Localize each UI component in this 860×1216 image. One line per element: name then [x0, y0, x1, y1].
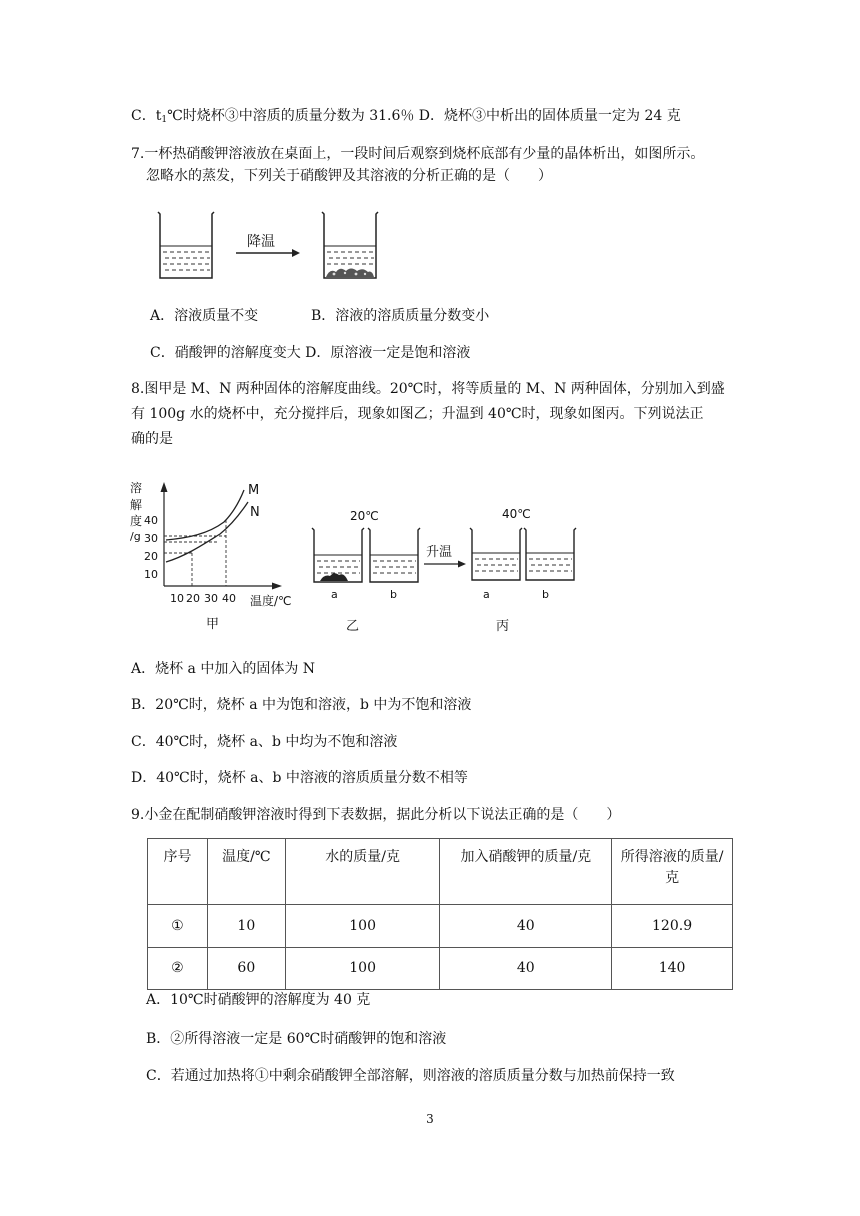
beaker-experiment-figure — [306, 500, 586, 638]
x-tick-30: 30 — [204, 592, 218, 605]
y-axis-label-4: /g — [130, 530, 141, 543]
cell-solution-mass: 140 — [612, 948, 733, 990]
yi-beaker-a — [312, 528, 364, 582]
yi-beaker-b — [368, 528, 420, 582]
x-tick-40: 40 — [222, 592, 236, 605]
y-axis-label-3: 度 — [130, 514, 143, 528]
cell-temperature: 10 — [207, 905, 285, 948]
curve-n-label: N — [250, 505, 260, 520]
bing-temperature-label: 40℃ — [502, 507, 531, 521]
yi-beaker-b-label: b — [390, 588, 397, 601]
q7-cooling-figure — [150, 204, 390, 290]
cell-temperature: 60 — [207, 948, 285, 990]
undissolved-solid — [320, 573, 348, 581]
table-header-row — [148, 839, 733, 905]
bing-beaker-a-label: a — [483, 588, 490, 601]
page-number: 3 — [426, 1112, 434, 1126]
beaker-with-crystals — [322, 212, 378, 278]
figure-bing-caption: 丙 — [496, 619, 510, 634]
q8-stem-line1: 8.图甲是 M、N 两种固体的溶解度曲线。20℃时，将等质量的 M、N 两种固体，分别加入到盛 — [131, 381, 725, 397]
cell-kno3-mass: 40 — [440, 905, 612, 948]
solubility-graph — [126, 478, 298, 638]
q8-option-c: C．40℃时，烧杯 a、b 中均为不饱和溶液 — [131, 734, 398, 750]
y-tick-10: 10 — [144, 568, 158, 581]
x-tick-20: 20 — [186, 592, 200, 605]
q8-option-d: D．40℃时，烧杯 a、b 中溶液的溶质质量分数不相等 — [131, 770, 468, 786]
q8-stem-line3: 确的是 — [131, 431, 173, 447]
y-axis-label-2: 解 — [130, 498, 143, 512]
cell-solution-mass: 120.9 — [612, 905, 733, 948]
beaker-hot-solution — [158, 212, 214, 278]
y-tick-30: 30 — [144, 532, 158, 545]
cell-water-mass: 100 — [285, 905, 440, 948]
y-tick-40: 40 — [144, 514, 158, 527]
cell-water-mass: 100 — [285, 948, 440, 990]
figure-jia-caption: 甲 — [206, 617, 220, 632]
yi-beaker-a-label: a — [331, 588, 338, 601]
cell-index: ① — [148, 905, 208, 948]
q9-option-c: C．若通过加热将①中剩余硝酸钾全部溶解，则溶液的溶质质量分数与加热前保持一致 — [146, 1068, 675, 1084]
heating-arrow-label: 升温 — [426, 545, 453, 560]
q7-stem-line2: 忽略水的蒸发，下列关于硝酸钾及其溶液的分析正确的是（ ） — [146, 168, 552, 184]
table-row — [148, 948, 733, 990]
header-index: 序号 — [148, 839, 208, 905]
q7-option-a: A．溶液质量不变 — [150, 308, 259, 324]
header-water-mass: 水的质量/克 — [285, 839, 440, 905]
figure-yi-caption: 乙 — [346, 619, 360, 634]
q8-option-a: A．烧杯 a 中加入的固体为 N — [131, 661, 316, 677]
q8-stem-line2: 有 100g 水的烧杯中，充分搅拌后，现象如图乙；升温到 40℃时，现象如图丙。下列说法正 — [131, 406, 704, 422]
q7-option-cd: C．硝酸钾的溶解度变大 D．原溶液一定是饱和溶液 — [150, 345, 471, 361]
yi-temperature-label: 20℃ — [350, 509, 379, 523]
cell-index: ② — [148, 948, 208, 990]
q9-stem: 9.小金在配制硝酸钾溶液时得到下表数据，据此分析以下说法正确的是（ ） — [131, 807, 621, 823]
q8-option-b: B．20℃时，烧杯 a 中为饱和溶液，b 中为不饱和溶液 — [131, 697, 472, 713]
q6-option-cd: C．$t_1℃$时烧杯③中溶质的质量分数为 31.6％ D．烧杯③中析出的固体质量一定为 24 克 — [131, 108, 681, 125]
table-row — [148, 905, 733, 948]
y-axis-label-1: 溶 — [130, 481, 143, 495]
curve-m-label: M — [248, 483, 260, 498]
y-tick-20: 20 — [144, 550, 158, 563]
header-kno3-mass: 加入硝酸钾的质量/克 — [440, 839, 612, 905]
bing-beaker-b — [524, 528, 576, 580]
q9-option-a: A．10℃时硝酸钾的溶解度为 40 克 — [146, 992, 371, 1008]
bing-beaker-a — [470, 528, 522, 580]
header-solution-mass: 所得溶液的质量/ 克 — [612, 839, 733, 905]
q7-option-b: B．溶液的溶质质量分数变小 — [311, 308, 490, 324]
q7-stem-line1: 7.一杯热硝酸钾溶液放在桌面上，一段时间后观察到烧杯底部有少量的晶体析出，如图所示。 — [131, 146, 705, 162]
heating-arrow — [424, 545, 466, 568]
x-tick-10: 10 — [170, 592, 184, 605]
cooling-arrow — [236, 234, 300, 257]
cell-kno3-mass: 40 — [440, 948, 612, 990]
x-axis-label: 温度/℃ — [250, 594, 292, 608]
bing-beaker-b-label: b — [542, 588, 549, 601]
header-temperature: 温度/℃ — [207, 839, 285, 905]
q9-option-b: B．②所得溶液一定是 60℃时硝酸钾的饱和溶液 — [146, 1031, 447, 1047]
curve-m — [166, 490, 244, 540]
cooling-arrow-label: 降温 — [247, 234, 275, 250]
q9-data-table — [147, 838, 733, 990]
